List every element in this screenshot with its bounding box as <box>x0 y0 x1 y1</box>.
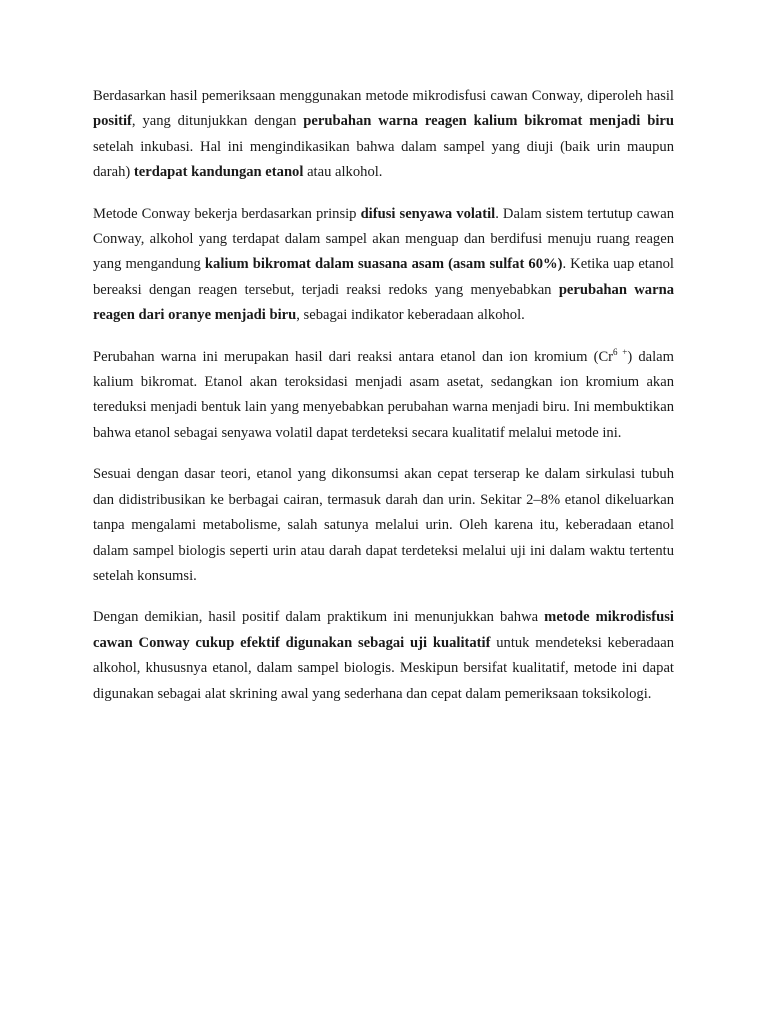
paragraph-3 <box>93 345 674 447</box>
text-segment: . Ketika uap etanol bereaksi dengan reagen tersebut, terjadi reaksi redoks yang menyebabkan <box>93 256 674 298</box>
text-segment: Perubahan warna ini merupakan hasil dari reaksi antara etanol dan ion kromium (Cr <box>93 348 614 365</box>
document-page <box>93 84 674 723</box>
superscript-charge: 6 + <box>613 346 628 357</box>
bold-text-segment: perubahan warna reagen dari oranye menjadi biru <box>93 281 674 324</box>
text-segment: atau alkohol. <box>303 164 383 181</box>
text-segment: ) dalam kalium bikromat. Etanol akan teroksidasi menjadi asam asetat, sedangkan ion kromium akan tereduksi menjadi bentuk lain yang menyebabkan perubahan warna menjadi biru. Ini membuktikan bahwa etanol sebagai senyawa volatil dapat terdeteksi secara kualitatif melalui metode ini. <box>93 348 674 441</box>
text-segment: Berdasarkan hasil pemeriksaan menggunakan metode mikrodisfusi cawan Conway, diperoleh hasil <box>93 88 674 104</box>
text-segment: setelah inkubasi. Hal ini mengindikasikan bahwa dalam sampel yang diuji (baik urin maupun darah) <box>93 138 674 181</box>
bold-text-segment: perubahan warna reagen kalium bikromat menjadi biru <box>303 113 674 130</box>
paragraph-1 <box>93 84 674 186</box>
text-segment: , sebagai indikator keberadaan alkohol. <box>296 307 525 324</box>
bold-text-segment: kalium bikromat dalam suasana asam (asam sulfat 60%) <box>204 256 563 273</box>
paragraph-5 <box>93 605 674 707</box>
paragraph-2 <box>93 202 674 329</box>
bold-text-segment: difusi senyawa volatil <box>360 205 496 222</box>
bold-text-segment: metode mikrodisfusi cawan Conway cukup efektif digunakan sebagai uji kualitatif <box>93 609 674 651</box>
text-segment: , yang ditunjukkan dengan <box>131 113 304 130</box>
bold-text-segment: terdapat kandungan etanol <box>133 164 304 181</box>
text-segment: . Dalam sistem tertutup cawan Conway, alkohol yang terdapat dalam sampel akan menguap dan berdifusi menuju ruang reagen yang mengandung <box>93 205 674 273</box>
text-segment: Dengan demikian, hasil positif dalam praktikum ini menunjukkan bahwa <box>93 609 545 626</box>
text-segment: Metode Conway bekerja berdasarkan prinsip <box>93 205 361 222</box>
paragraph-4 <box>93 462 674 589</box>
text-segment: Sesuai dengan dasar teori, etanol yang dikonsumsi akan cepat terserap ke dalam sirkulasi tubuh dan didistribusikan ke berbagai cairan, termasuk darah dan urin. Sekitar 2–8% etanol dikeluarkan tanpa mengalami metabolisme, salah satunya melalui urin. Oleh karena itu, keberadaan etanol dalam sampel biologis seperti urin atau darah dapat terdeteksi melalui uji ini dalam waktu tertentu setelah konsumsi. <box>93 466 674 584</box>
text-segment: untuk mendeteksi keberadaan alkohol, khususnya etanol, dalam sampel biologis. Meskipun bersifat kualitatif, metode ini dapat digunakan sebagai alat skrining awal yang sederhana dan cepat dalam pemeriksaan toksikologi. <box>93 634 674 702</box>
bold-text-segment: positif <box>93 113 132 130</box>
